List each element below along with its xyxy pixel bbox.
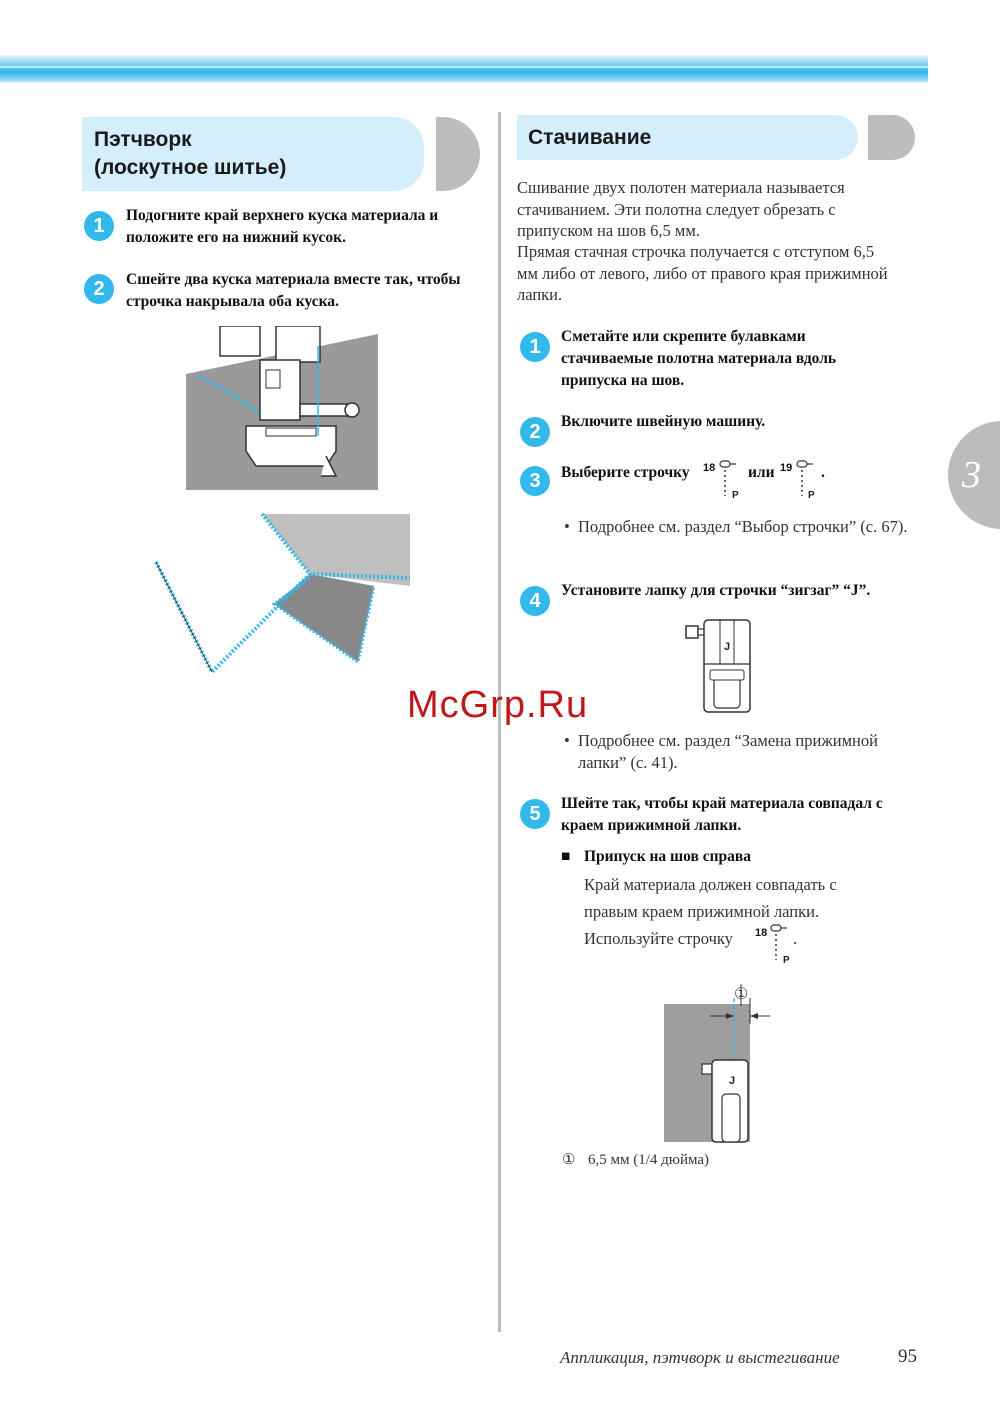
zigzag-foot-j-illustration [682, 618, 754, 714]
right-step-5-number: 5 [520, 799, 550, 829]
left-title-line1: Пэтчворк [94, 128, 192, 151]
top-banner [0, 55, 928, 83]
seam-foot-j-label: J [729, 1075, 736, 1087]
right-title: Стачивание [528, 126, 652, 149]
note-stitch-selection: Подробнее см. раздел “Выбор строчки” (с. 67). [578, 517, 908, 536]
right-intro-1: Сшивание двух полотен материала называется стачиванием. Эти полотна следует обрезать с припуском на шов 6,5 мм. [517, 178, 845, 240]
left-section-header [82, 117, 424, 191]
subsection-body-3: Используйте строчку [584, 929, 733, 948]
left-step-2-number: 2 [84, 274, 114, 304]
right-step-2-text: Включите швейную машину. [561, 413, 766, 430]
left-step-2-text: Сшейте два куска материала вместе так, чтобы строчка накрывала оба куска. [126, 271, 461, 310]
square-bullet: ■ [561, 848, 571, 865]
right-step-5-text: Шейте так, чтобы край материала совпадал с краем прижимной лапки. [561, 795, 883, 834]
note-presser-foot: Подробнее см. раздел “Замена прижимной лапки” (с. 41). [578, 731, 878, 772]
stitch-number-18-sub: 18 [755, 927, 768, 939]
bullet-2: • [564, 731, 570, 750]
right-step-4-number: 4 [520, 586, 550, 616]
right-step-3-or: или [748, 464, 775, 481]
subsection-end: . [793, 929, 798, 948]
seam-allowance-illustration [664, 984, 774, 1144]
right-step-1-number: 1 [520, 332, 550, 362]
subsection-body-2: правым краем прижимной лапки. [584, 902, 820, 921]
stitch-number-19: 19 [780, 462, 793, 474]
stitch-number-18: 18 [703, 462, 716, 474]
right-header-cap [868, 115, 915, 160]
right-section-header [517, 115, 858, 160]
subsection-title: Припуск на шов справа [584, 848, 752, 865]
patchwork-illustration [150, 512, 412, 680]
right-step-1-text: Сметайте или скрепите булавками стачиваемые полотна материала вдоль припуска на шов. [561, 328, 837, 389]
callout-marker-top: ① [734, 986, 749, 1003]
foot-j-label: J [724, 641, 731, 653]
top-banner-line [0, 66, 928, 68]
right-step-2-number: 2 [520, 417, 550, 447]
left-header-cap [436, 117, 480, 191]
straight-stitch-middle-icon [793, 458, 819, 504]
callout-text: 6,5 мм (1/4 дюйма) [588, 1152, 710, 1168]
right-step-3-text: Выберите строчку [561, 464, 690, 481]
chapter-tab: 3 [948, 421, 1000, 529]
sewing-foot-illustration [186, 326, 378, 490]
left-step-1-text: Подогните край верхнего куска материала и положите его на нижний кусок. [126, 207, 439, 246]
right-intro-2: Прямая стачная строчка получается с отступом 6,5 мм либо от левого, либо от правого края прижимной лапки. [517, 242, 888, 304]
left-step-1-number: 1 [84, 211, 114, 241]
footer-title: Аппликация, пэтчворк и выстегивание [560, 1348, 840, 1367]
right-step-3-number: 3 [520, 466, 550, 496]
right-step-3-end: . [821, 464, 825, 481]
subsection-body-1: Край материала должен совпадать с [584, 875, 837, 894]
bullet-1: • [564, 517, 570, 536]
page-number: 95 [898, 1346, 917, 1367]
stitch-p-label-sub: P [783, 955, 790, 966]
stitch-p-label-1: P [732, 490, 739, 501]
watermark: McGrp.Ru [407, 684, 589, 726]
stitch-p-label-2: P [808, 490, 815, 501]
callout-marker: ① [562, 1152, 576, 1168]
left-title-line2: (лоскутное шитье) [94, 156, 287, 179]
right-step-4-text: Установите лапку для строчки “зигзаг” “J”. [561, 582, 871, 599]
